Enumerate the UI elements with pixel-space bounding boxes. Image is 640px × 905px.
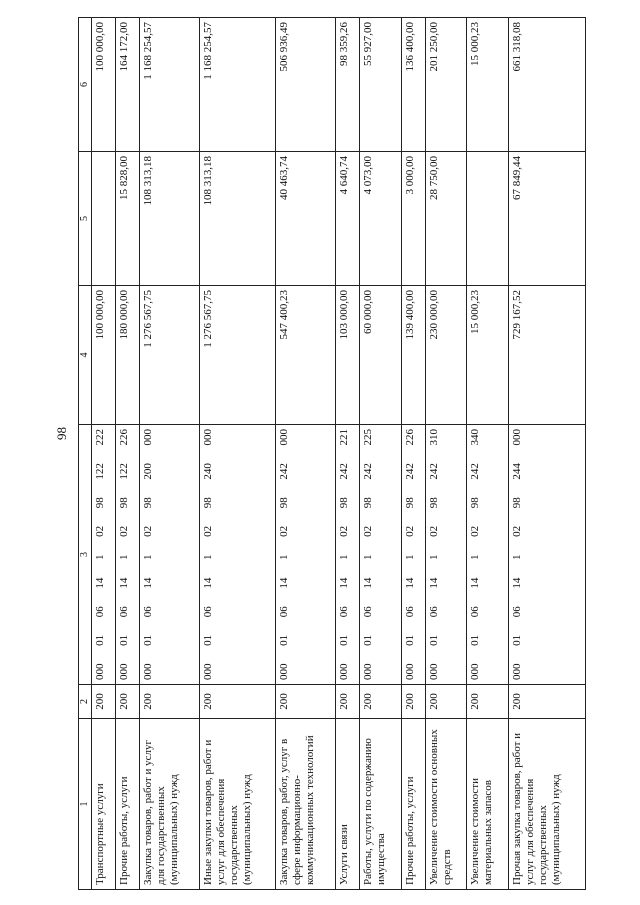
row-admin-code: 200 xyxy=(401,685,425,719)
row-admin-code: 200 xyxy=(116,685,140,719)
code-part: 000 xyxy=(361,663,374,680)
row-col5-value: 3 000,00 xyxy=(401,152,425,286)
code-part: 02 xyxy=(118,525,131,537)
code-part: 1 xyxy=(118,554,131,560)
row-col4-value: 60 000,00 xyxy=(359,286,401,425)
column-header: 3 xyxy=(79,425,92,685)
table-row xyxy=(359,18,401,890)
budget-code-parts xyxy=(142,425,154,684)
column-header: 4 xyxy=(79,286,92,425)
code-part: 244 xyxy=(511,463,524,480)
code-part: 122 xyxy=(118,463,131,480)
row-col5-value: 28 750,00 xyxy=(425,152,467,286)
code-part: 98 xyxy=(278,497,291,509)
code-part: 14 xyxy=(118,577,131,589)
code-part: 1 xyxy=(337,554,350,560)
row-name: Увеличение стоимости материальных запасов xyxy=(467,719,509,890)
code-part: 240 xyxy=(201,463,214,480)
code-part: 000 xyxy=(118,663,131,680)
row-admin-code: 200 xyxy=(92,685,116,719)
code-part: 340 xyxy=(469,429,482,446)
code-part: 1 xyxy=(469,554,482,560)
code-part: 02 xyxy=(142,525,155,537)
row-budget-code xyxy=(509,425,586,685)
row-col6-value: 100 000,00 xyxy=(92,18,116,152)
code-part: 200 xyxy=(142,463,155,480)
table-row xyxy=(509,18,586,890)
row-col5-value xyxy=(467,152,509,286)
code-part: 06 xyxy=(142,606,155,618)
budget-code-parts xyxy=(428,425,440,684)
code-part: 000 xyxy=(403,663,416,680)
code-part: 14 xyxy=(278,577,291,589)
row-col4-value: 729 167,52 xyxy=(509,286,586,425)
row-name: Услуги связи xyxy=(335,719,359,890)
table-row xyxy=(276,18,335,890)
row-budget-code xyxy=(335,425,359,685)
table-row xyxy=(425,18,467,890)
row-admin-code: 200 xyxy=(359,685,401,719)
code-part: 1 xyxy=(278,554,291,560)
code-part: 98 xyxy=(403,497,416,509)
code-part: 310 xyxy=(427,429,440,446)
code-part: 01 xyxy=(278,634,291,646)
row-admin-code: 200 xyxy=(509,685,586,719)
code-part: 000 xyxy=(278,663,291,680)
row-col4-value: 1 276 567,75 xyxy=(140,286,199,425)
page-number: 98 xyxy=(54,427,69,440)
code-part: 226 xyxy=(403,429,416,446)
code-part: 14 xyxy=(469,577,482,589)
row-admin-code: 200 xyxy=(335,685,359,719)
code-part: 02 xyxy=(201,525,214,537)
row-col6-value: 1 168 254,57 xyxy=(199,18,276,152)
code-part: 06 xyxy=(94,606,106,618)
code-part: 98 xyxy=(118,497,131,509)
table-row xyxy=(140,18,199,890)
code-part: 01 xyxy=(361,634,374,646)
budget-table xyxy=(78,17,586,890)
row-name: Прочие работы, услуги xyxy=(401,719,425,890)
budget-code-parts xyxy=(469,425,481,684)
row-budget-code xyxy=(359,425,401,685)
code-part: 1 xyxy=(361,554,374,560)
row-col4-value: 15 000,23 xyxy=(467,286,509,425)
row-col4-value: 100 000,00 xyxy=(92,286,116,425)
code-part: 01 xyxy=(142,634,155,646)
budget-code-parts xyxy=(511,425,523,684)
row-budget-code xyxy=(116,425,140,685)
row-admin-code: 200 xyxy=(199,685,276,719)
row-col4-value: 1 276 567,75 xyxy=(199,286,276,425)
table-row xyxy=(116,18,140,890)
table-row xyxy=(401,18,425,890)
row-col6-value: 98 359,26 xyxy=(335,18,359,152)
code-part: 98 xyxy=(427,497,440,509)
code-part: 242 xyxy=(361,463,374,480)
code-part: 000 xyxy=(142,663,155,680)
code-part: 000 xyxy=(469,663,482,680)
code-part: 06 xyxy=(201,606,214,618)
table-row xyxy=(92,18,116,890)
code-part: 000 xyxy=(201,663,214,680)
budget-code-parts xyxy=(202,425,214,684)
table-body xyxy=(92,18,586,890)
rotated-page xyxy=(78,18,586,890)
column-header: 2 xyxy=(79,685,92,719)
code-part: 14 xyxy=(361,577,374,589)
row-col6-value: 201 250,00 xyxy=(425,18,467,152)
code-part: 000 xyxy=(201,429,214,446)
code-part: 000 xyxy=(337,663,350,680)
code-part: 1 xyxy=(427,554,440,560)
code-part: 14 xyxy=(427,577,440,589)
row-name: Прочая закупка товаров, работ и услуг для обеспечения государственных (муниципальных) нужд xyxy=(509,719,586,890)
code-part: 02 xyxy=(337,525,350,537)
row-col5-value: 40 463,74 xyxy=(276,152,335,286)
row-col6-value: 661 318,08 xyxy=(509,18,586,152)
row-col5-value: 15 828,00 xyxy=(116,152,140,286)
code-part: 98 xyxy=(361,497,374,509)
code-part: 98 xyxy=(94,497,106,509)
code-part: 221 xyxy=(337,429,350,446)
row-budget-code xyxy=(276,425,335,685)
code-part: 02 xyxy=(403,525,416,537)
code-part: 000 xyxy=(511,663,524,680)
budget-code-parts xyxy=(338,425,350,684)
code-part: 1 xyxy=(511,554,524,560)
column-header: 6 xyxy=(79,18,92,152)
row-col4-value: 180 000,00 xyxy=(116,286,140,425)
row-admin-code: 200 xyxy=(467,685,509,719)
budget-code-parts xyxy=(278,425,290,684)
code-part: 06 xyxy=(361,606,374,618)
row-col5-value: 67 849,44 xyxy=(509,152,586,286)
code-part: 06 xyxy=(337,606,350,618)
row-col5-value: 4 640,74 xyxy=(335,152,359,286)
code-part: 01 xyxy=(201,634,214,646)
code-part: 02 xyxy=(427,525,440,537)
code-part: 02 xyxy=(94,525,106,537)
code-part: 1 xyxy=(403,554,416,560)
code-part: 06 xyxy=(278,606,291,618)
row-col4-value: 230 000,00 xyxy=(425,286,467,425)
code-part: 14 xyxy=(403,577,416,589)
code-part: 242 xyxy=(278,463,291,480)
code-part: 1 xyxy=(94,554,106,560)
code-part: 14 xyxy=(142,577,155,589)
code-part: 06 xyxy=(469,606,482,618)
row-col5-value xyxy=(92,152,116,286)
row-name: Прочие работы, услуги xyxy=(116,719,140,890)
code-part: 01 xyxy=(511,634,524,646)
table-row xyxy=(467,18,509,890)
column-header: 5 xyxy=(79,152,92,286)
row-col6-value: 15 000,23 xyxy=(467,18,509,152)
row-budget-code xyxy=(401,425,425,685)
row-budget-code xyxy=(92,425,116,685)
code-part: 01 xyxy=(337,634,350,646)
code-part: 01 xyxy=(94,634,106,646)
row-col5-value: 4 073,00 xyxy=(359,152,401,286)
code-part: 01 xyxy=(403,634,416,646)
row-name: Закупка товаров, работ, услуг в сфере информационно-коммуникационных технологий xyxy=(276,719,335,890)
code-part: 98 xyxy=(201,497,214,509)
row-name: Транспортные услуги xyxy=(92,719,116,890)
table-row xyxy=(335,18,359,890)
code-part: 226 xyxy=(118,429,131,446)
code-part: 14 xyxy=(337,577,350,589)
code-part: 242 xyxy=(469,463,482,480)
code-part: 242 xyxy=(337,463,350,480)
row-name: Иные закупки товаров, работ и услуг для обеспечения государственных (муниципальных) нужд xyxy=(199,719,276,890)
row-col4-value: 547 400,23 xyxy=(276,286,335,425)
row-budget-code xyxy=(425,425,467,685)
row-admin-code: 200 xyxy=(425,685,467,719)
code-part: 02 xyxy=(469,525,482,537)
row-col6-value: 1 168 254,57 xyxy=(140,18,199,152)
code-part: 000 xyxy=(511,429,524,446)
code-part: 242 xyxy=(403,463,416,480)
code-part: 01 xyxy=(469,634,482,646)
row-admin-code: 200 xyxy=(140,685,199,719)
code-part: 1 xyxy=(142,554,155,560)
row-name: Работы, услуги по содержанию имущества xyxy=(359,719,401,890)
code-part: 14 xyxy=(94,577,106,589)
row-col6-value: 164 172,00 xyxy=(116,18,140,152)
code-part: 14 xyxy=(511,577,524,589)
row-col5-value: 108 313,18 xyxy=(140,152,199,286)
row-col6-value: 506 936,49 xyxy=(276,18,335,152)
column-header: 1 xyxy=(79,719,92,890)
row-name: Закупка товаров, работ и услуг для государственных (муниципальных) нужд xyxy=(140,719,199,890)
row-col6-value: 136 400,00 xyxy=(401,18,425,152)
code-part: 000 xyxy=(278,429,291,446)
row-col4-value: 103 000,00 xyxy=(335,286,359,425)
budget-code-parts xyxy=(362,425,374,684)
code-part: 02 xyxy=(278,525,291,537)
budget-code-parts xyxy=(404,425,416,684)
code-part: 01 xyxy=(427,634,440,646)
code-part: 222 xyxy=(94,429,106,446)
header-row xyxy=(79,18,92,890)
code-part: 02 xyxy=(511,525,524,537)
row-col5-value: 108 313,18 xyxy=(199,152,276,286)
budget-code-parts xyxy=(118,425,130,684)
code-part: 225 xyxy=(361,429,374,446)
code-part: 122 xyxy=(94,463,106,480)
table-row xyxy=(199,18,276,890)
code-part: 000 xyxy=(427,663,440,680)
code-part: 000 xyxy=(142,429,155,446)
row-budget-code xyxy=(199,425,276,685)
code-part: 14 xyxy=(201,577,214,589)
code-part: 242 xyxy=(427,463,440,480)
row-col6-value: 55 927,00 xyxy=(359,18,401,152)
code-part: 98 xyxy=(511,497,524,509)
row-budget-code xyxy=(140,425,199,685)
row-admin-code: 200 xyxy=(276,685,335,719)
code-part: 98 xyxy=(337,497,350,509)
code-part: 06 xyxy=(511,606,524,618)
code-part: 000 xyxy=(94,663,106,680)
code-part: 1 xyxy=(201,554,214,560)
row-name: Увеличение стоимости основных средств xyxy=(425,719,467,890)
code-part: 98 xyxy=(469,497,482,509)
row-col4-value: 139 400,00 xyxy=(401,286,425,425)
code-part: 98 xyxy=(142,497,155,509)
row-budget-code xyxy=(467,425,509,685)
budget-code-parts xyxy=(94,425,106,684)
code-part: 02 xyxy=(361,525,374,537)
code-part: 06 xyxy=(427,606,440,618)
code-part: 06 xyxy=(118,606,131,618)
code-part: 06 xyxy=(403,606,416,618)
code-part: 01 xyxy=(118,634,131,646)
